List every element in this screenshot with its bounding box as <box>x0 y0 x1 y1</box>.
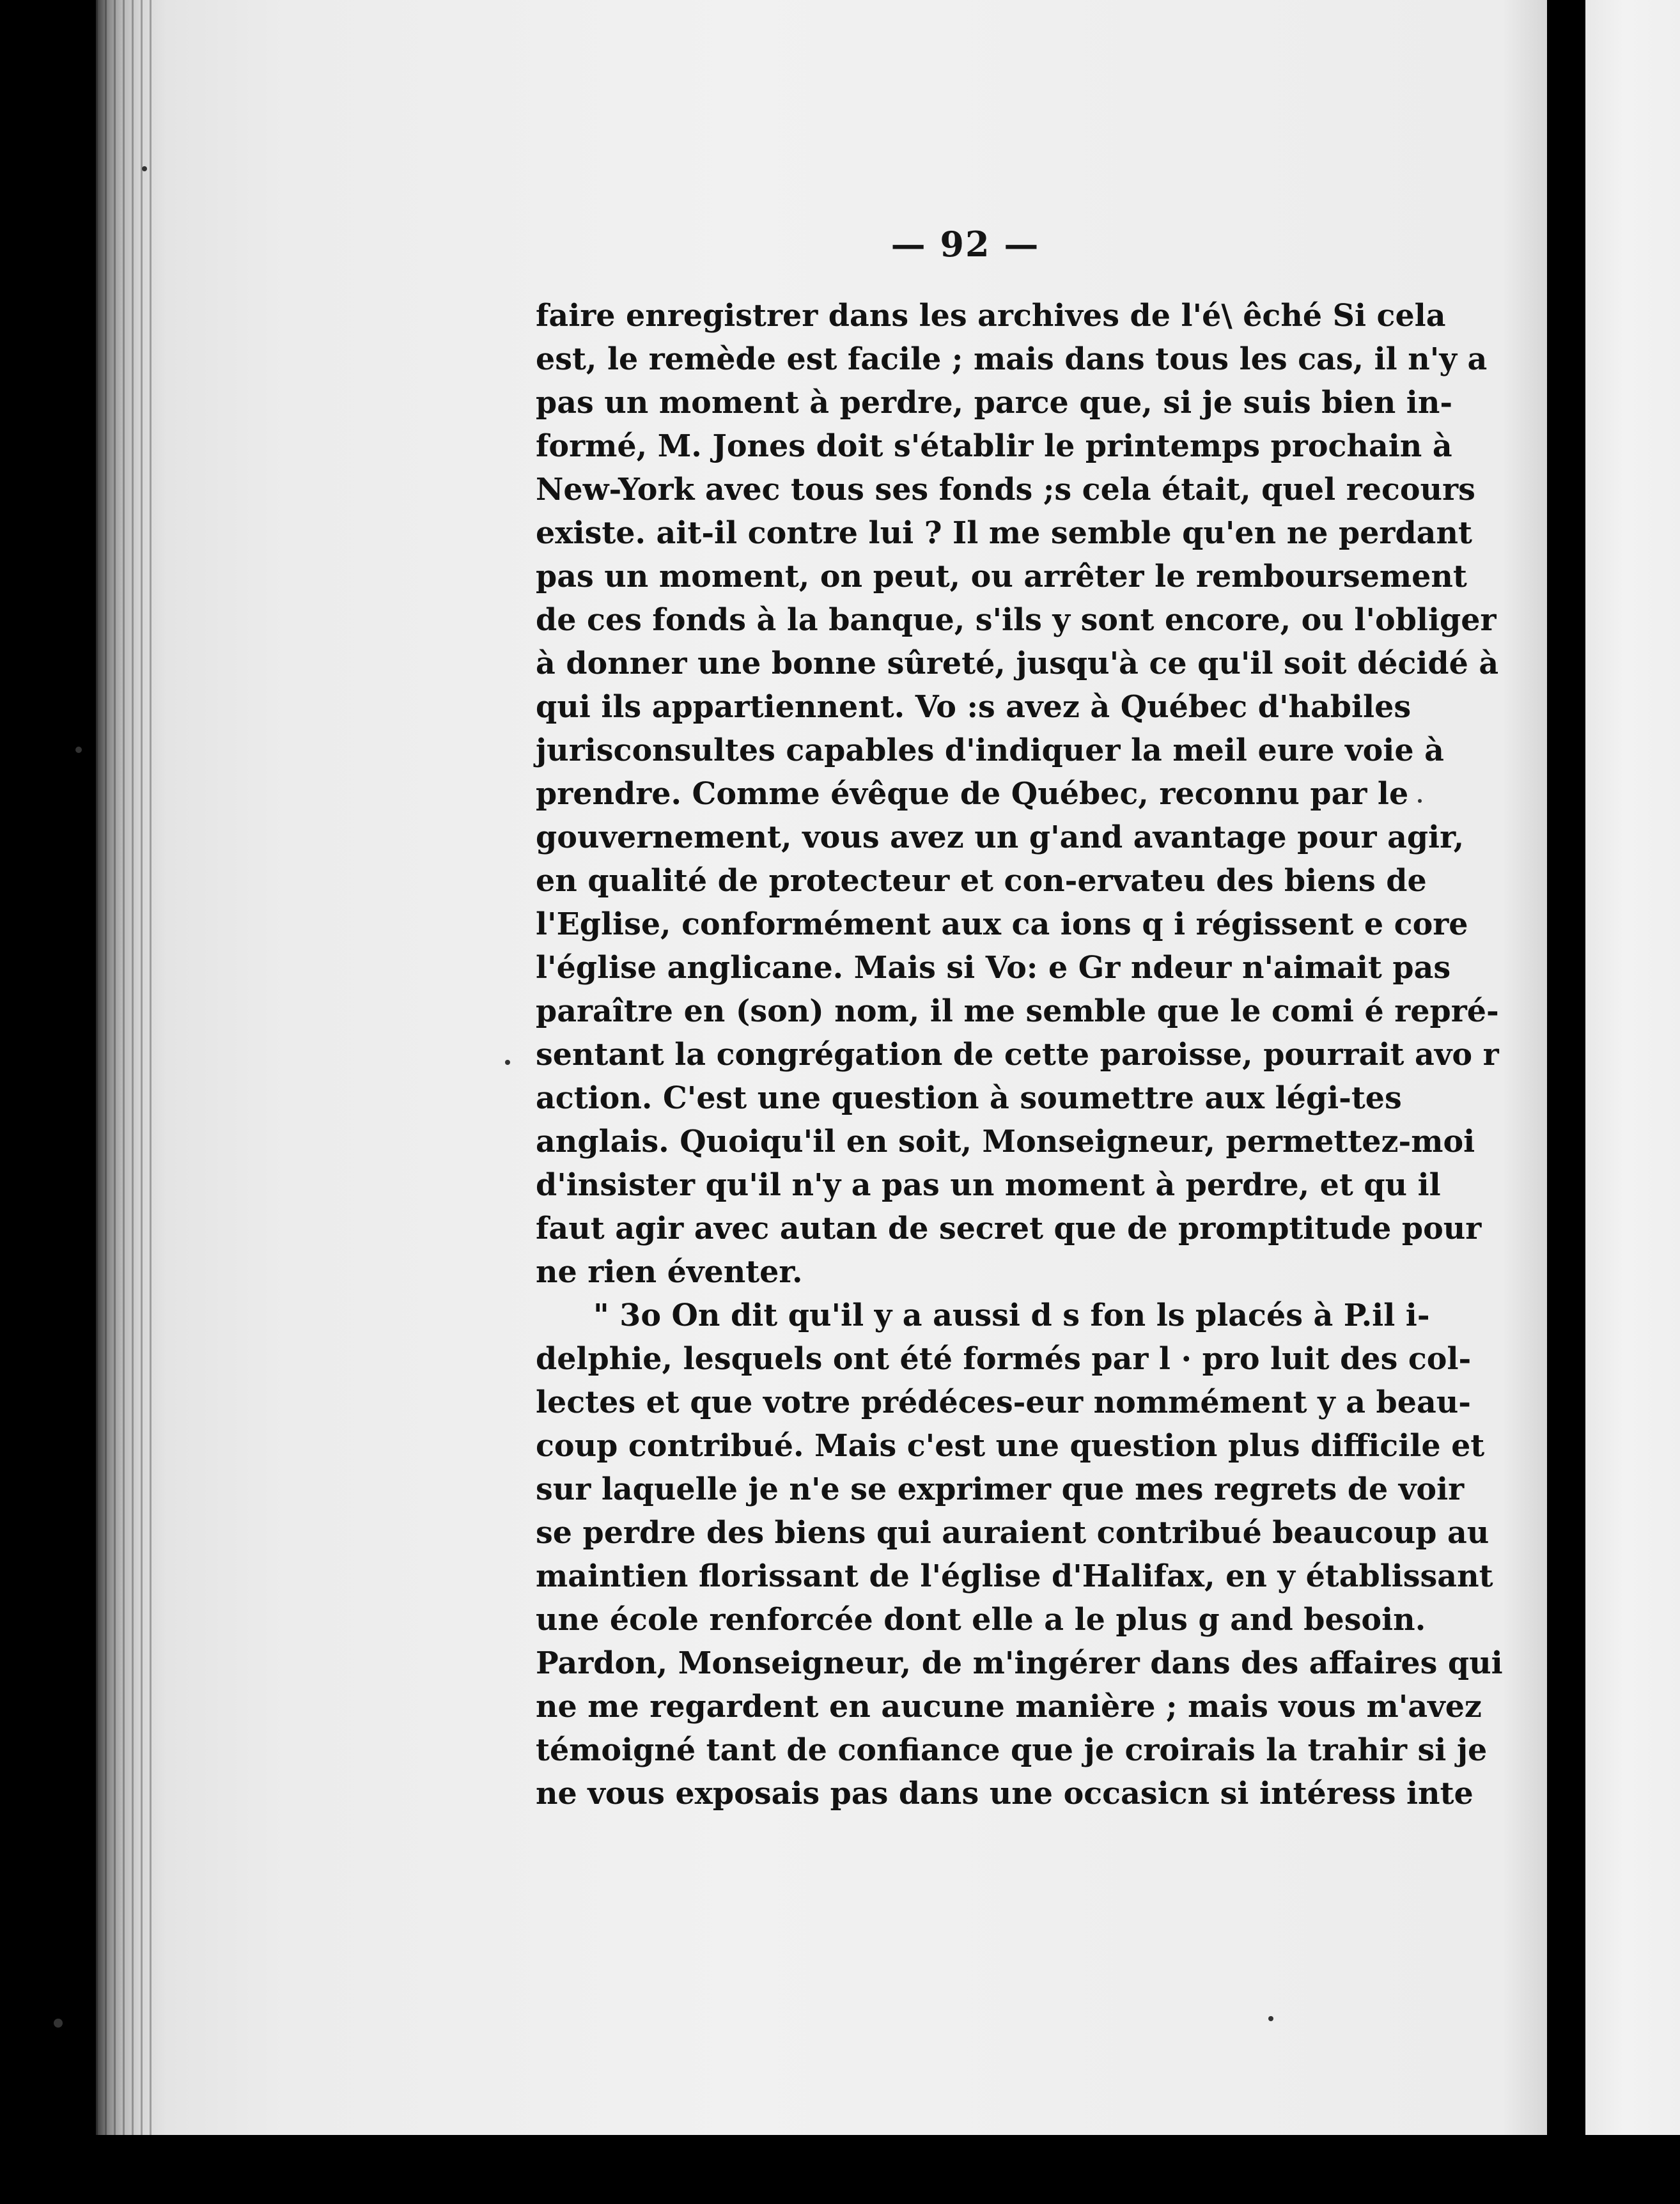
text-line: coup contribué. Mais c'est une question plus difficile et <box>536 1428 1485 1464</box>
binding-gutter <box>1547 0 1585 2204</box>
text-line: New-York avec tous ses fonds ;s cela était, quel recours <box>536 472 1475 508</box>
text-line: faut agir avec autan de secret que de promptitude pour <box>536 1211 1482 1246</box>
dust-speck <box>75 747 82 753</box>
text-line: pas un moment, on peut, ou arrêter le remboursement <box>536 559 1467 594</box>
text-line: " 3o On dit qu'il y a aussi d s fon ls placés à P.il i- <box>593 1298 1430 1333</box>
text-line: gouvernement, vous avez un g'and avantage pour agir, <box>536 819 1465 855</box>
paragraph <box>536 294 1499 1294</box>
dust-speck <box>54 2019 63 2028</box>
text-line: paraître en (son) nom, il me semble que le comi é repré- <box>536 993 1499 1029</box>
text-line: qui ils appartiennent. Vo :s avez à Québec d'habiles <box>536 689 1412 725</box>
text-line: lectes et que votre prédéces-eur nommément y a beau- <box>536 1385 1472 1420</box>
text-line: delphie, lesquels ont été formés par l · pro luit des col- <box>536 1341 1472 1377</box>
text-line: sur laquelle je n'e se exprimer que mes regrets de voir <box>536 1471 1465 1507</box>
dust-speck <box>142 166 147 171</box>
text-line: l'église anglicane. Mais si Vo: e Gr ndeur n'aimait pas <box>536 950 1451 986</box>
text-line: anglais. Quoiqu'il en soit, Monseigneur, permettez-moi <box>536 1124 1475 1160</box>
text-line: ne me regardent en aucune manière ; mais vous m'avez <box>536 1689 1482 1725</box>
text-line: d'insister qu'il n'y a pas un moment à perdre, et qu il <box>536 1167 1441 1203</box>
text-line: action. C'est une question à soumettre aux légi-tes <box>536 1080 1402 1116</box>
text-line: faire enregistrer dans les archives de l'é\ êché Si cela <box>536 298 1446 334</box>
text-line: Pardon, Monseigneur, de m'ingérer dans des affaires qui <box>536 1645 1503 1681</box>
text-line: de ces fonds à la banque, s'ils y sont encore, ou l'obliger <box>536 602 1497 638</box>
text-line: témoigné tant de confiance que je croirais la trahir si je <box>536 1732 1488 1768</box>
text-line: ne vous exposais pas dans une occasicn si intéress inte <box>536 1776 1474 1812</box>
facing-page-edge <box>1585 0 1680 2204</box>
dust-speck <box>1418 799 1422 803</box>
text-line: une école renforcée dont elle a le plus g and besoin. <box>536 1602 1426 1638</box>
text-line: prendre. Comme évêque de Québec, reconnu par le <box>536 776 1409 812</box>
paragraph <box>536 1294 1503 1815</box>
text-line: en qualité de protecteur et con-ervateu des biens de <box>536 863 1427 899</box>
text-line: pas un moment à perdre, parce que, si je suis bien in- <box>536 385 1453 421</box>
text-line: jurisconsultes capables d'indiquer la meil eure voie à <box>536 733 1444 768</box>
text-line: à donner une bonne sûreté, jusqu'à ce qu'il soit décidé à <box>536 646 1499 681</box>
scan-border <box>0 2135 1680 2204</box>
text-line: est, le remède est facile ; mais dans tous les cas, il n'y a <box>536 341 1488 377</box>
body-text <box>536 294 1503 1815</box>
dust-speck <box>505 1060 510 1065</box>
text-line: se perdre des biens qui auraient contribué beaucoup au <box>536 1515 1489 1551</box>
dust-speck <box>1268 2016 1273 2021</box>
text-line: existe. ait-il contre lui ? Il me semble qu'en ne perdant <box>536 515 1472 551</box>
text-line: maintien florissant de l'église d'Halifax, en y établissant <box>536 1558 1493 1594</box>
text-line: sentant la congrégation de cette paroisse, pourrait avo r <box>536 1037 1499 1073</box>
text-line: l'Eglise, conformément aux ca ions q i régissent e core <box>536 906 1468 942</box>
text-line: ne rien éventer. <box>536 1254 803 1290</box>
page-number: — 92 — <box>891 224 1040 265</box>
text-line: formé, M. Jones doit s'établir le printemps prochain à <box>536 428 1452 464</box>
